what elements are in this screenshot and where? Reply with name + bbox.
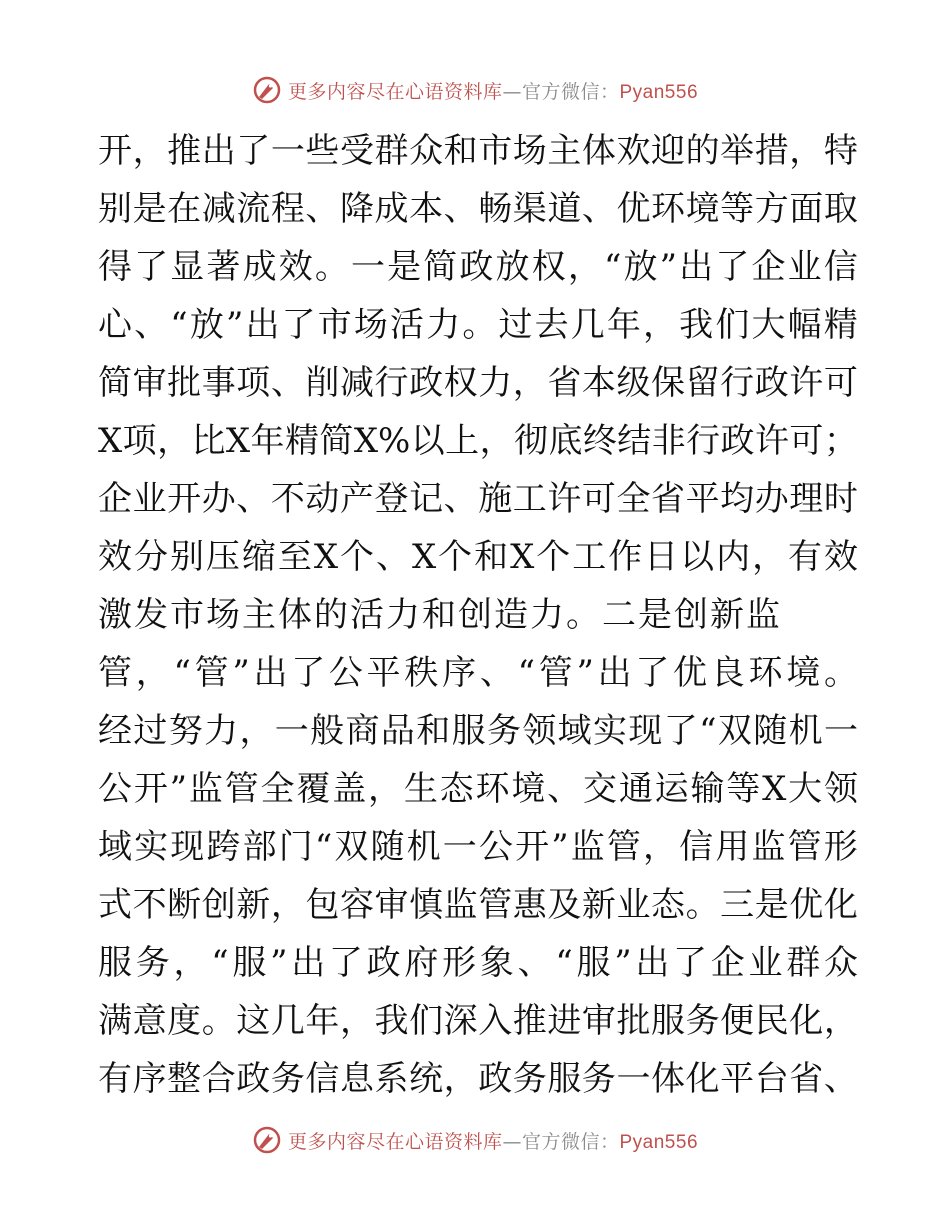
brand-text: 更多内容尽在心语资料库 — [287, 1130, 503, 1153]
text-line: 管 ， “ 管 ” 出 了 公 平 秩 序 、 “ 管 ” 出 了 优 良 环 境 。 — [98, 653, 858, 693]
footer-banner — [0, 1120, 950, 1160]
official-label: 官方微信： — [521, 80, 620, 103]
official-label: 官方微信： — [521, 1130, 620, 1153]
banner-separator: — — [502, 1130, 522, 1153]
text-line: 简 审 批 事 项 、 削 减 行 政 权 力 ， 省 本 级 保 留 行 政 许 可 — [98, 363, 858, 403]
header-banner — [0, 70, 950, 110]
text-line: 心 、 “ 放 ” 出 了 市 场 活 力 。 过 去 几 年 ， 我 们 大 幅 精 — [98, 305, 858, 345]
wechat-handle: Pyan556 — [619, 1131, 699, 1153]
text-line: 效 分 别 压 缩 至 X 个 、 X 个 和 X 个 工 作 日 以 内 ， 有 效 — [98, 537, 858, 577]
text-line: 别 是 在 减 流 程 、 降 成 本 、 畅 渠 道 、 优 环 境 等 方 面 取 — [98, 189, 858, 229]
brand-text: 更多内容尽在心语资料库 — [287, 80, 503, 103]
text-line: 企 业 开 办 、 不 动 产 登 记 、 施 工 许 可 全 省 平 均 办 理 时 — [98, 479, 858, 519]
text-line: 服 务 ， “ 服 ” 出 了 政 府 形 象 、 “ 服 ” 出 了 企 业 群 众 — [98, 943, 858, 983]
pen-nib-logo-icon — [252, 1125, 282, 1155]
text-line: 公 开 ” 监 管 全 覆 盖 ， 生 态 环 境 、 交 通 运 输 等 X 大 领 — [98, 769, 858, 809]
text-line: 有 序 整 合 政 务 信 息 系 统 ， 政 务 服 务 一 体 化 平 台 省 、 — [98, 1059, 858, 1099]
text-line: 满 意 度 。 这 几 年 ， 我 们 深 入 推 进 审 批 服 务 便 民 化 ， — [98, 1001, 858, 1041]
document-body — [98, 122, 858, 1108]
wechat-handle: Pyan556 — [619, 81, 699, 103]
text-line: X 项 ， 比 X 年 精 简 X% 以 上 ， 彻 底 终 结 非 行 政 许 可 ； — [98, 421, 858, 461]
pen-nib-logo-icon — [252, 75, 282, 105]
text-line: 域 实 现 跨 部 门 “ 双 随 机 一 公 开 ” 监 管 ， 信 用 监 管 形 — [98, 827, 858, 867]
text-line: 式 不 断 创 新 ， 包 容 审 慎 监 管 惠 及 新 业 态 。 三 是 优 化 — [98, 885, 858, 925]
text-line: 开 ， 推 出 了 一 些 受 群 众 和 市 场 主 体 欢 迎 的 举 措 ， 特 — [98, 131, 858, 171]
text-line: 激发市场主体的活力和创造力。二是创新监 — [98, 595, 782, 635]
text-line: 得 了 显 著 成 效 。 一 是 简 政 放 权 ， “ 放 ” 出 了 企 业 信 — [98, 247, 858, 287]
banner-separator: — — [502, 80, 522, 103]
text-line: 经 过 努 力 ， 一 般 商 品 和 服 务 领 域 实 现 了 “ 双 随 机 一 — [98, 711, 858, 751]
